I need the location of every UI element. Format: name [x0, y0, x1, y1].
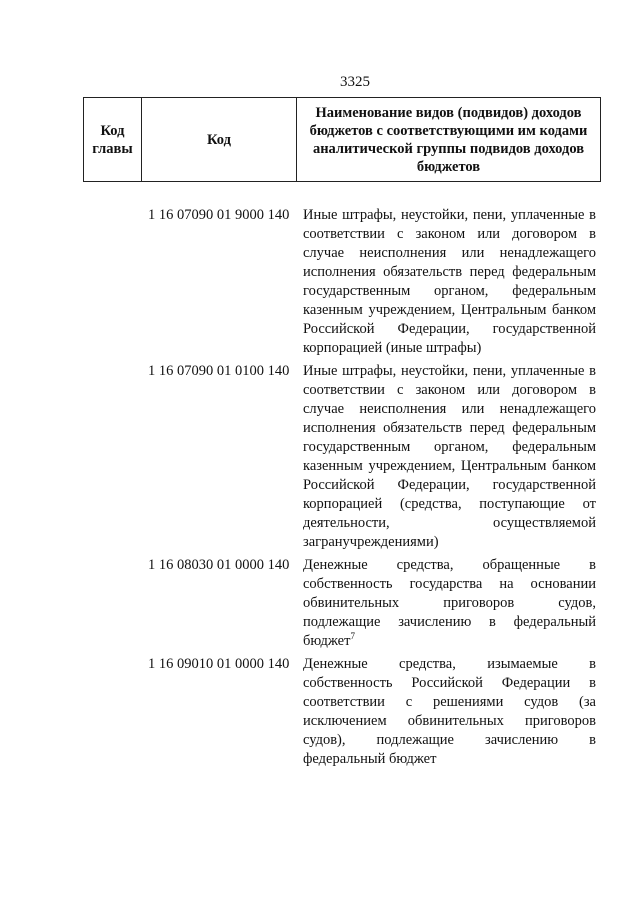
header-table [83, 97, 601, 182]
table-row [0, 362, 640, 552]
page-number: 3325 [340, 74, 370, 90]
table-row [0, 206, 640, 358]
footnote-marker: 7 [350, 631, 355, 642]
row-description: Денежные средства, изымаемые в собственность Российской Федерации в соответствии с решениями судов (за исключением обвинительных приговоров судов), подлежащие зачислению в федеральный бюджет [303, 656, 596, 767]
row-code: 1 16 07090 01 0100 140 [148, 363, 290, 379]
row-description: Денежные средства, обращенные в собственность государства на основании обвинительных приговоров судов, подлежащие зачислению в федеральный бюджет [303, 557, 596, 649]
header-income-name: Наименование видов (подвидов) доходов бюджетов с соответствующими им кодами аналитической группы подвидов доходов бюджетов [297, 98, 601, 182]
table-row [0, 556, 640, 651]
row-code: 1 16 07090 01 9000 140 [148, 207, 290, 223]
row-code: 1 16 09010 01 0000 140 [148, 656, 290, 672]
row-description-wrapper [303, 556, 596, 651]
row-description: Иные штрафы, неустойки, пени, уплаченные в соответствии с законом или договором в случае неисполнения или ненадлежащего исполнения обязательств перед федеральным государственным органом, федеральным казенным учреждением, Центральным банком Российской Федерации, государственной корпорацией (средства, поступающие от деятельности, осуществляемой загранучреждениями) [303, 363, 596, 550]
header-chapter-code: Код главы [84, 98, 142, 182]
header-code: Код [142, 98, 297, 182]
table-row [0, 655, 640, 769]
row-code: 1 16 08030 01 0000 140 [148, 557, 290, 573]
row-description: Иные штрафы, неустойки, пени, уплаченные в соответствии с законом или договором в случае неисполнения или ненадлежащего исполнения обязательств перед федеральным государственным органом, федеральным казенным учреждением, Центральным банком Российской Федерации, государственной корпорацией (иные штрафы) [303, 207, 596, 356]
income-rows [0, 206, 640, 773]
